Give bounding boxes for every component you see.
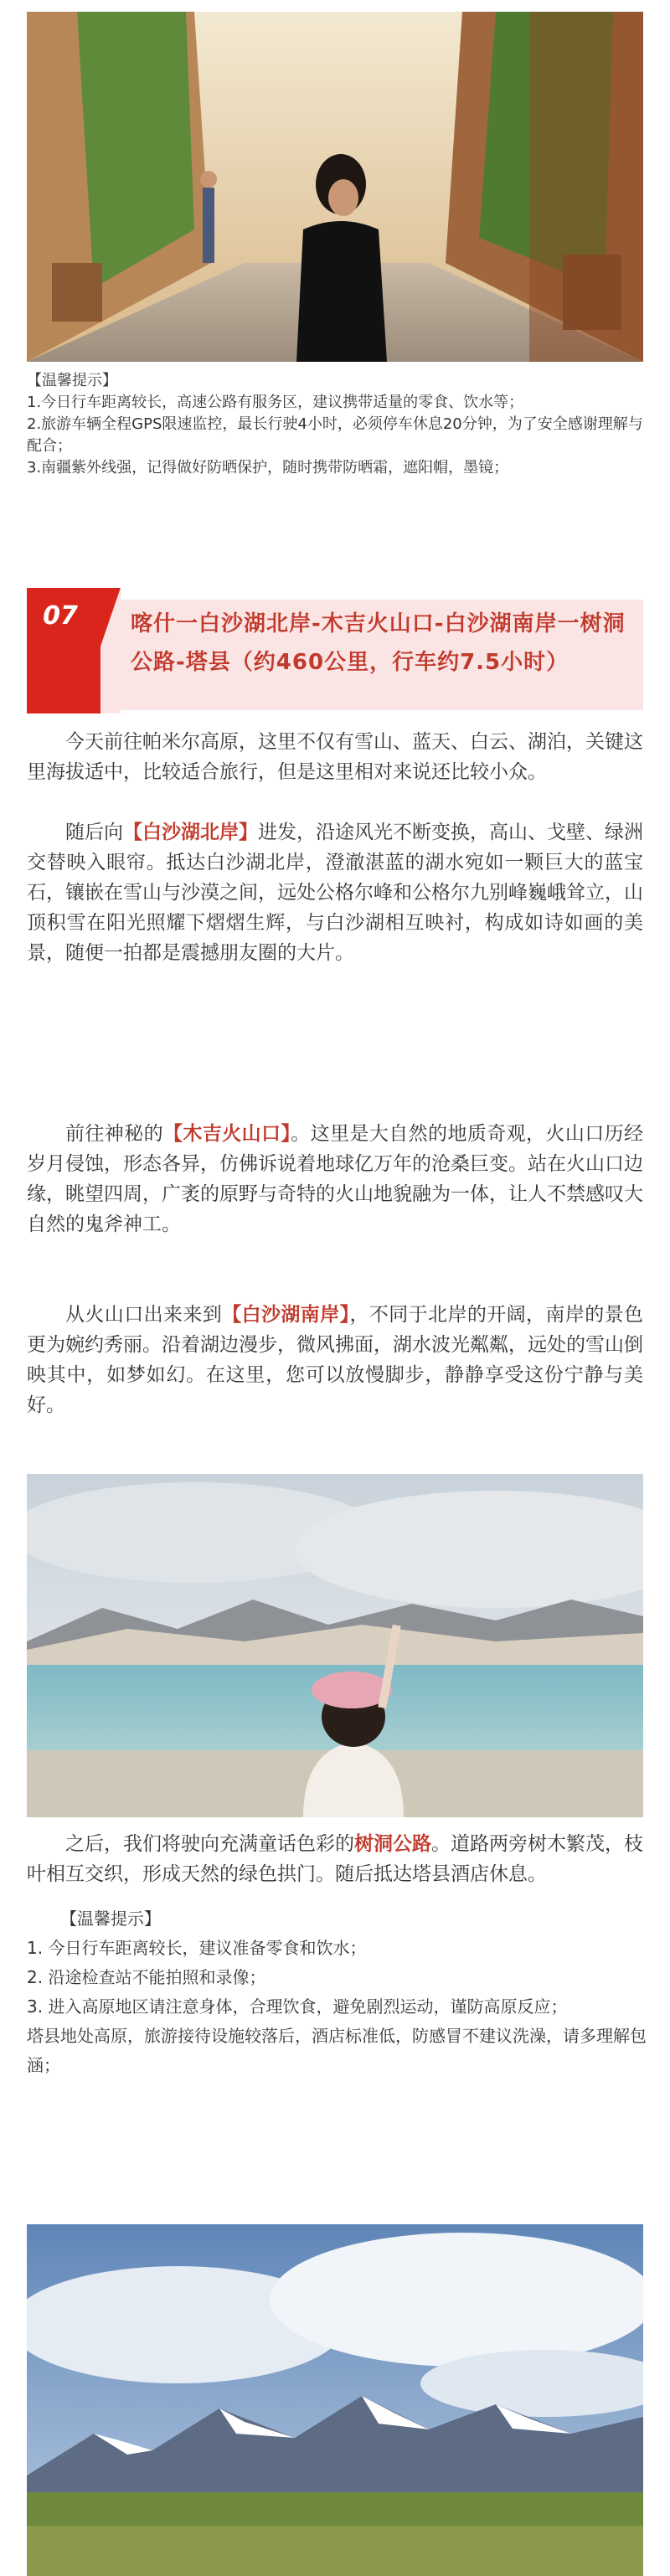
tips-line: 塔县地处高原，旅游接待设施较落后，酒店标准低，防感冒不建议洗澡，请多理解包涵； [27, 2026, 647, 2075]
paragraph-text: 随后向 [65, 822, 123, 843]
paragraph-2 [27, 817, 643, 968]
paragraph-5 [27, 1829, 643, 1889]
paragraph-text: 之后，我们将驶向充满童话色彩的 [65, 1833, 354, 1855]
tips-line: 2. 沿途检查站不能拍照和录像； [27, 1967, 266, 1987]
photo-old-town-street [27, 12, 643, 362]
day-number: 07 [43, 601, 78, 631]
highlight-place-name: 【木吉火山口】 [162, 1123, 291, 1145]
tips-heading: 【温馨提示】 [27, 372, 117, 389]
tips-line: 3.南疆紫外线强，记得做好防晒保护，随时携带防晒霜，遮阳帽，墨镜； [27, 459, 509, 477]
highlight-place-name: 【白沙湖北岸】 [123, 822, 258, 843]
tips-line: 2.旅游车辆全程GPS限速监控，最长行驶4小时，必须停车休息20分钟，为了安全感谢理解与配合； [27, 415, 643, 455]
photo-baisha-lake [27, 1474, 643, 1817]
day-header [27, 588, 643, 714]
paragraph-text: 今天前往帕米尔高原，这里不仅有雪山、蓝天、白云、湖泊，关键这里海拔适中，比较适合旅行，但是这里相对来说还比较小众。 [27, 731, 643, 783]
tips-line: 1. 今日行车距离较长，建议准备零食和饮水； [27, 1938, 367, 1958]
baisha-lake-image [27, 1474, 643, 1817]
paragraph-text: 进发，沿途风光不断变换，高山、戈壁、绿洲交替映入眼帘。抵达白沙湖北岸，澄澈湛蓝的湖水宛如一颗巨大的蓝宝石，镶嵌在雪山与沙漠之间，远处公格尔峰和公格尔九别峰巍峨耸立，山顶积雪在阳光照耀下熠熠生辉，与白沙湖相互映衬，构成如诗如画的美景，随便一拍都是震撼朋友圈的大片。 [27, 822, 643, 964]
tips-block-2 [27, 1904, 647, 2080]
highlight-place-name: 【白沙湖南岸】 [222, 1304, 350, 1326]
day-title-box [119, 600, 643, 710]
paragraph-3 [27, 1119, 643, 1239]
tips-block-1 [27, 370, 647, 479]
highlight-place-name: 树洞公路 [354, 1833, 431, 1855]
pamir-mountains-image [27, 2224, 643, 2576]
paragraph-4 [27, 1300, 643, 1420]
tips-line: 1.今日行车距离较长，高速公路有服务区，建议携带适量的零食、饮水等； [27, 394, 524, 411]
old-town-street-image [27, 12, 643, 362]
day-badge [27, 588, 121, 714]
paragraph-text: 。这里是大自然的地质奇观，火山口历经岁月侵蚀，形态各异，仿佛诉说着地球亿万年的沧桑巨变。站在火山口边缘，眺望四周，广袤的原野与奇特的火山地貌融为一体，让人不禁感叹大自然的鬼斧神工。 [27, 1123, 644, 1235]
tips-line: 3. 进入高原地区请注意身体，合理饮食，避免剧烈运动，谨防高原反应； [27, 1996, 568, 2017]
paragraph-text: 从火山口出来来到 [65, 1304, 223, 1326]
paragraph-text: 前往神秘的 [65, 1123, 163, 1145]
paragraph-1 [27, 727, 643, 787]
paragraph-text: 。道路两旁树木繁茂，枝叶相互交织，形成天然的绿色拱门。随后抵达塔县酒店休息。 [27, 1833, 643, 1885]
tips-heading: 【温馨提示】 [60, 1909, 161, 1929]
paragraph-text: ，不同于北岸的开阔，南岸的景色更为婉约秀丽。沿着湖边漫步，微风拂面，湖水波光粼粼，远处的雪山倒映其中，如梦如幻。在这里，您可以放慢脚步，静静享受这份宁静与美好。 [27, 1304, 644, 1416]
day-title: 喀什一白沙湖北岸-木吉火山口-白沙湖南岸一树洞公路-塔县（约460公里，行车约7.5小时） [131, 611, 626, 675]
photo-pamir-mountains [27, 2224, 643, 2576]
